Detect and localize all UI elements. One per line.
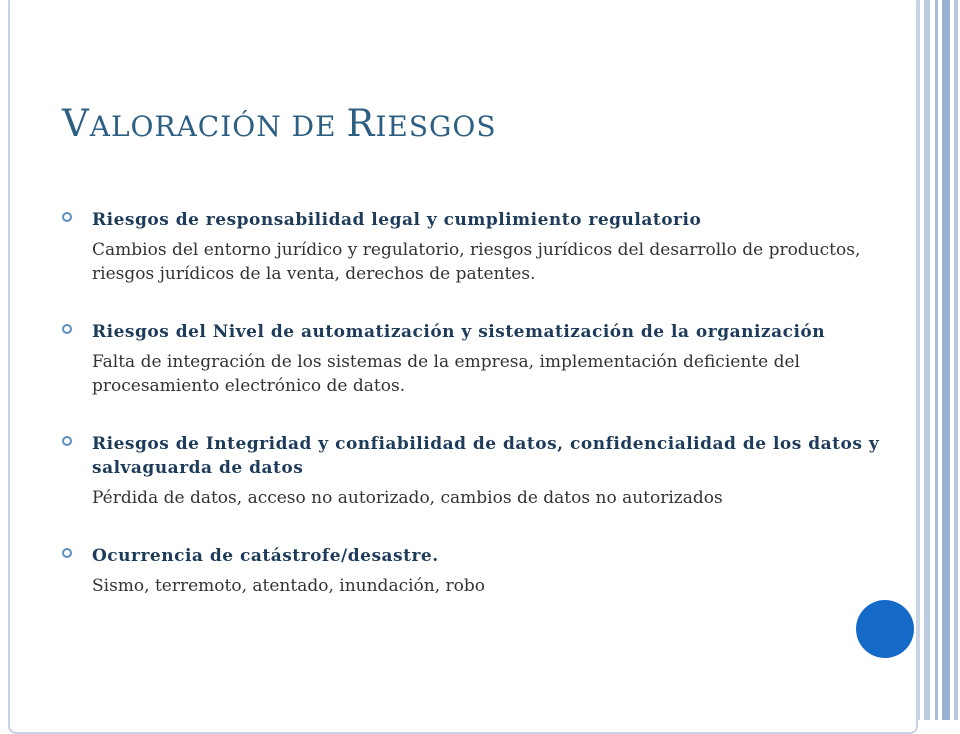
stripe: [918, 0, 920, 720]
title-capital: V: [62, 102, 90, 145]
title-capital: R: [346, 102, 376, 145]
title-small-caps: DE: [281, 110, 347, 143]
bullet-item: [62, 432, 902, 510]
bullet-ring-icon: [62, 548, 72, 558]
stripe: [954, 0, 958, 720]
stripe: [924, 0, 930, 720]
bullet-item: [62, 320, 902, 398]
stripe: [942, 0, 950, 720]
bullet-list: [62, 208, 902, 598]
bullet-ring-icon: [62, 212, 72, 222]
bullet-description: Sismo, terremoto, atentado, inundación, robo: [92, 576, 486, 596]
bullet-heading: Riesgos de responsabilidad legal y cumplimiento regulatorio: [92, 210, 702, 230]
bullet-heading: Ocurrencia de catástrofe/desastre.: [92, 546, 439, 566]
slide-title: [62, 102, 497, 145]
stripe: [935, 0, 938, 720]
bullet-description: Pérdida de datos, acceso no autorizado, cambios de datos no autorizados: [92, 488, 723, 508]
bullet-item: [62, 544, 902, 598]
bullet-heading: Riesgos de Integridad y confiabilidad de datos, confidencialidad de los datos y salvaguarda de datos: [92, 434, 880, 478]
bullet-description: Cambios del entorno jurídico y regulatorio, riesgos jurídicos del desarrollo de productos, riesgos jurídicos de la venta, derechos de patentes.: [92, 240, 861, 284]
bullet-ring-icon: [62, 324, 72, 334]
bullet-heading: Riesgos del Nivel de automatización y sistematización de la organización: [92, 322, 826, 342]
decorative-stripes: [916, 0, 960, 720]
title-small-caps: ALORACIÓN: [89, 110, 282, 143]
bullet-item: [62, 208, 902, 286]
decorative-circle: [856, 600, 914, 658]
bullet-description: Falta de integración de los sistemas de la empresa, implementación deficiente del procesamiento electrónico de datos.: [92, 352, 800, 396]
title-small-caps: IESGOS: [375, 110, 497, 143]
bullet-ring-icon: [62, 436, 72, 446]
